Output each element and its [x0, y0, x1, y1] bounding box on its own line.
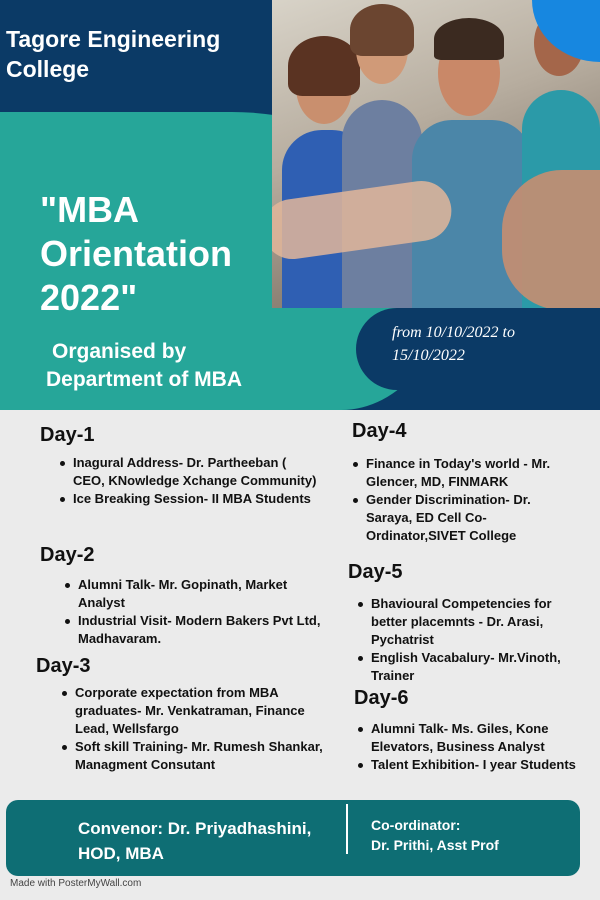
poster-header: [0, 0, 600, 410]
organiser: [46, 338, 326, 394]
list-item: Alumni Talk- Ms. Giles, Kone Elevators, Business Analyst: [357, 720, 577, 756]
department-name: Department of MBA: [46, 368, 243, 391]
day-5-list: [357, 595, 567, 685]
day-6-list: [357, 720, 577, 774]
footer-divider: [346, 804, 348, 854]
event-title: "MBA Orientation 2022": [40, 189, 233, 318]
day-1-list: [59, 454, 321, 508]
day-2-title: Day-2: [40, 544, 95, 566]
coordinator-label: Co-ordinator:: [371, 817, 461, 833]
list-item: Industrial Visit- Modern Bakers Pvt Ltd, Madhavaram.: [64, 612, 326, 648]
watermark-text: Made with PosterMyWall.com: [10, 878, 142, 889]
list-item: Talent Exhibition- I year Students: [357, 756, 577, 774]
list-item: Gender Discrimination- Dr. Saraya, ED Cell Co-Ordinator,SIVET College: [352, 491, 574, 545]
list-item: Bhavioural Competencies for better placemnts - Dr. Arasi, Pychatrist: [357, 595, 567, 649]
list-item: Alumni Talk- Mr. Gopinath, Market Analyst: [64, 576, 326, 612]
day-6-title: Day-6: [354, 687, 409, 709]
organised-by-label: Organised by: [52, 340, 187, 363]
students-photo: [272, 0, 600, 308]
list-item: Inagural Address- Dr. Partheeban ( CEO, KNowledge Xchange Community): [59, 454, 321, 490]
day-2-list: [64, 576, 326, 648]
student-hair: [350, 4, 414, 56]
day-1-title: Day-1: [40, 424, 95, 446]
day-4-list: [352, 455, 574, 545]
list-item: Corporate expectation from MBA graduates- Mr. Venkatraman, Finance Lead, Wellsfargo: [61, 684, 329, 738]
list-item: Finance in Today's world - Mr. Glencer, MD, FINMARK: [352, 455, 574, 491]
day-4-title: Day-4: [352, 420, 407, 442]
student-hair: [434, 18, 504, 60]
college-name: Tagore Engineering College: [6, 26, 221, 82]
coordinator: [371, 815, 571, 855]
coordinator-name: Dr. Prithi, Asst Prof: [371, 837, 499, 853]
list-item: English Vacabalury- Mr.Vinoth, Trainer: [357, 649, 567, 685]
list-item: Soft skill Training- Mr. Rumesh Shankar, Managment Consutant: [61, 738, 329, 774]
convenor: Convenor: Dr. Priyadhashini, HOD, MBA: [78, 819, 312, 863]
day-5-title: Day-5: [348, 561, 403, 583]
day-3-list: [61, 684, 329, 774]
day-3-title: Day-3: [36, 655, 91, 677]
date-range: from 10/10/2022 to 15/10/2022: [392, 324, 515, 364]
hand-gesture: [502, 170, 600, 308]
list-item: Ice Breaking Session- II MBA Students: [59, 490, 321, 508]
